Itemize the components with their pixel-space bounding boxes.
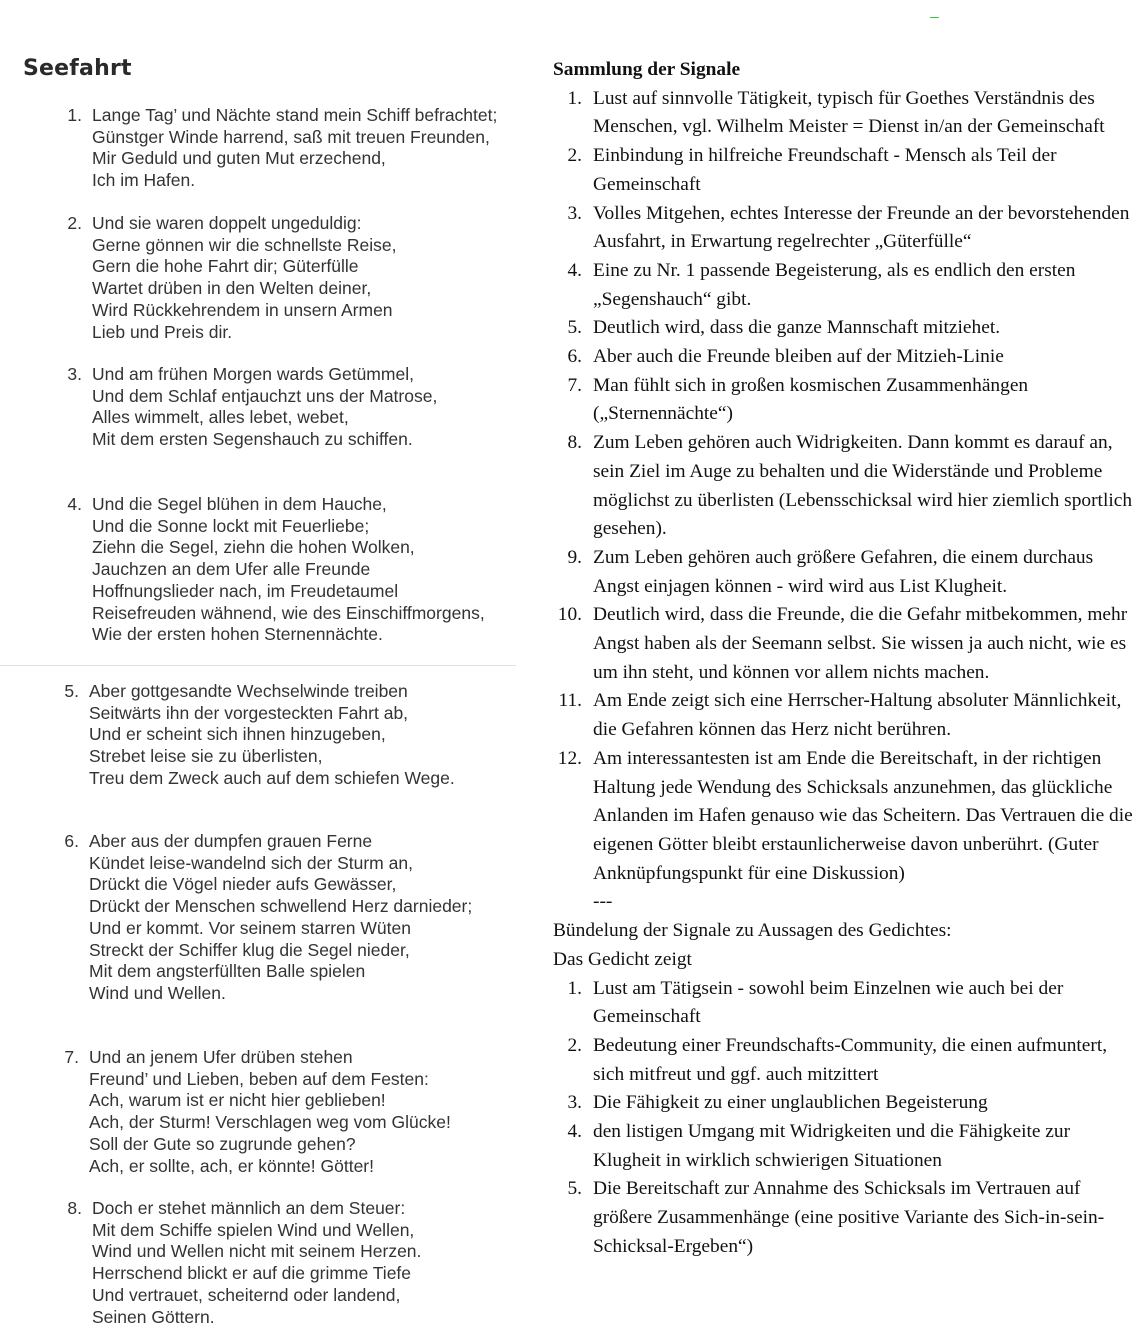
signal-item-text: Am interessantesten ist am Ende die Bereitschaft, in der richtigen Haltung jede Wendung des Schicksals anzunehmen, das glückliche Anlanden im Hafen genauso wie das Scheitern. Das Vertrauen die die eigenen Götter bleibt erstaunlicherweise davon unberührt. (Guter Anknüpfungspunkt für eine Diskussion) [593, 747, 1133, 884]
signal-item [553, 687, 1139, 744]
verse-line: Streckt der Schiffer klug die Segel nieder, [89, 939, 410, 960]
poem-title: Seefahrt [23, 56, 132, 81]
verse-line: Wird Rückkehrendem in unsern Armen [92, 299, 393, 320]
verse-line: Ach, er sollte, ach, er könnte! Götter! [89, 1155, 374, 1176]
separator: --- [593, 891, 613, 913]
verse-line: Ich im Hafen. [92, 170, 196, 191]
verse-line: Treu dem Zweck auch auf dem schiefen Wege. [89, 767, 455, 788]
signal-item [553, 200, 1139, 257]
signal-item-text: Einbindung in hilfreiche Freundschaft - Mensch als Teil der Gemeinschaft [593, 145, 1057, 195]
signal-item [553, 544, 1139, 601]
intro-text: Das Gedicht zeigt [553, 948, 692, 970]
signal-item-number: 3. [567, 202, 582, 224]
statement-item [553, 1118, 1139, 1175]
signal-item-text: Man fühlt sich in großen kosmischen Zusammenhängen („Sternennächte“) [593, 374, 1029, 425]
verse-line: Seitwärts ihn der vorgesteckten Fahrt ab, [89, 702, 409, 723]
verse-line: Gerne gönnen wir die schnellste Reise, [92, 234, 397, 255]
stanza-lines [92, 364, 437, 451]
stanza-lines [92, 105, 497, 192]
signal-item [553, 257, 1139, 314]
verse-line: Mit dem ersten Segenshauch zu schiffen. [92, 429, 413, 450]
verse-line: Wind und Wellen nicht mit seinem Herzen. [92, 1241, 422, 1262]
verse-line: Ziehn die Segel, ziehn die hohen Wolken, [92, 537, 415, 558]
signal-item-text: Zum Leben gehören auch Widrigkeiten. Dann kommt es darauf an, sein Ziel im Auge zu behalten und die Widerstände und Probleme möglichst zu überlisten (Lebensschicksal wird hier ziemlich sportlich gesehen). [593, 432, 1133, 540]
signal-item-number: 9. [567, 546, 582, 568]
verse-line: Und vertrauet, scheiternd oder landend, [92, 1284, 401, 1305]
verse-line: Drückt die Vögel nieder aufs Gewässer, [89, 874, 397, 895]
signal-item-number: 2. [567, 145, 582, 167]
verse-line: Mit dem Schiffe spielen Wind und Wellen, [92, 1219, 415, 1240]
signal-item-text: Lust auf sinnvolle Tätigkeit, typisch für Goethes Verständnis des Menschen, vgl. Wilhelm Meister = Dienst in/an der Gemeinschaft [593, 87, 1105, 138]
stanza-number: 1. [67, 105, 82, 125]
signal-item-number: 10. [557, 604, 582, 626]
signal-item-number: 8. [567, 432, 582, 454]
statement-item-text: Die Bereitschaft zur Annahme des Schicksals im Vertrauen auf größere Zusammenhänge (eine positive Variante des Sich-in-sein-Schicksal-Ergeben“) [593, 1178, 1105, 1257]
verse-line: Alles wimmelt, alles lebet, webet, [92, 407, 349, 428]
statement-item [553, 1032, 1139, 1089]
stanza-number: 7. [64, 1047, 79, 1067]
signal-item-text: Eine zu Nr. 1 passende Begeisterung, als es endlich den ersten „Segenshauch“ gibt. [593, 259, 1076, 310]
stanza-lines [92, 213, 396, 343]
verse-line: Und die Sonne lockt mit Feuerliebe; [92, 515, 370, 536]
signal-item [553, 85, 1139, 142]
statement-item-number: 1. [567, 977, 582, 999]
poem-panel [0, 0, 540, 1343]
signal-item-number: 6. [567, 346, 582, 368]
verse-line: Hoffnungslieder nach, im Freudetaumel [92, 580, 399, 601]
verse-line: Lieb und Preis dir. [92, 321, 233, 342]
verse-line: Strebet leise sie zu überlisten, [89, 746, 323, 767]
verse-line: Lange Tag’ und Nächte stand mein Schiff befrachtet; [92, 105, 498, 125]
statement-item-text: Bedeutung einer Freundschafts-Community, die einen aufmuntert, sich mitfreut und ggf. auch mitzittert [593, 1034, 1108, 1085]
stanza-lines [89, 831, 472, 1005]
statement-item [553, 1175, 1139, 1261]
statement-item-number: 5. [567, 1178, 582, 1200]
verse-line: Kündet leise-wandelnd sich der Sturm an, [89, 852, 413, 873]
signal-item-number: 11. [558, 690, 582, 712]
verse-line: Wie der ersten hohen Sternennächte. [92, 624, 383, 645]
stanza-lines [92, 494, 485, 646]
stanza-number: 3. [67, 364, 82, 384]
signal-item [553, 601, 1139, 687]
statements-list [553, 975, 1139, 1262]
statement-item-text: Die Fähigkeit zu einer unglaublichen Begeisterung [593, 1092, 988, 1114]
verse-line: Und dem Schlaf entjauchzt uns der Matrose, [92, 385, 438, 406]
stanza-lines [92, 1198, 421, 1328]
verse-line: Mit dem angsterfüllten Balle spielen [89, 961, 366, 982]
signal-item-text: Am Ende zeigt sich eine Herrscher-Haltung absoluter Männlichkeit, die Gefahren können das Herz nicht berühren. [593, 690, 1122, 741]
statement-item-text: Lust am Tätigsein - sowohl beim Einzelnen wie auch bei der Gemeinschaft [593, 977, 1064, 1028]
signal-item-text: Deutlich wird, dass die Freunde, die die Gefahr mitbekommen, mehr Angst haben als der Seemann selbst. Sie wissen ja auch nicht, wie es um ihn steht, und können vor allem nichts machen. [593, 604, 1128, 683]
verse-line: Und am frühen Morgen wards Getümmel, [92, 364, 414, 384]
verse-line: Doch er stehet männlich an dem Steuer: [92, 1198, 406, 1218]
statement-item-number: 3. [567, 1092, 582, 1114]
stanza-lines [89, 1047, 451, 1177]
statement-item [553, 975, 1139, 1032]
notes-panel [553, 56, 1139, 1262]
stanza-number: 5. [64, 681, 79, 701]
signal-item-number: 7. [567, 374, 582, 396]
signals-heading: Sammlung der Signale [553, 59, 741, 80]
verse-line: Jauchzen an dem Ufer alle Freunde [92, 559, 371, 580]
verse-line: Ach, der Sturm! Verschlagen weg vom Glücke! [89, 1112, 451, 1133]
stanza-lines [89, 681, 455, 790]
verse-line: Und sie waren doppelt ungeduldig: [92, 213, 362, 233]
verse-line: Aber aus der dumpfen grauen Ferne [89, 831, 373, 851]
verse-line: Günstger Winde harrend, saß mit treuen Freunden, [92, 126, 490, 147]
signal-item-number: 12. [557, 747, 582, 769]
signal-item-number: 5. [567, 317, 582, 339]
verse-line: Und er scheint sich ihnen hinzugeben, [89, 724, 386, 745]
signal-item-text: Aber auch die Freunde bleiben auf der Mitzieh-Linie [593, 346, 1004, 368]
verse-line: Reisefreuden wähnend, wie des Einschiffmorgens, [92, 602, 485, 623]
stanza-number: 6. [64, 831, 79, 851]
signals-list [553, 85, 1139, 889]
verse-line: Mir Geduld und guten Mut erzechend, [92, 148, 386, 169]
stanza-number: 2. [67, 213, 82, 233]
signal-item [553, 429, 1139, 544]
verse-line: Aber gottgesandte Wechselwinde treiben [89, 681, 408, 701]
signal-item-text: Zum Leben gehören auch größere Gefahren, die einem durchaus Angst einjagen können - wird wird aus List Klugheit. [593, 546, 1094, 597]
verse-line: Und die Segel blühen in dem Hauche, [92, 494, 387, 514]
statement-item-number: 4. [567, 1121, 582, 1143]
verse-line: Und er kommt. Vor seinem starren Wüten [89, 917, 411, 938]
green-mark [930, 17, 939, 18]
stanza-number: 8. [67, 1198, 82, 1218]
stanza-number: 4. [67, 494, 82, 514]
verse-line: Und an jenem Ufer drüben stehen [89, 1047, 353, 1067]
verse-line: Wind und Wellen. [89, 982, 226, 1003]
verse-line: Soll der Gute so zugrunde gehen? [89, 1133, 356, 1154]
signal-item [553, 745, 1139, 889]
verse-line: Herrschend blickt er auf die grimme Tiefe [92, 1263, 412, 1284]
signal-item [553, 343, 1139, 372]
signal-item-text: Volles Mitgehen, echtes Interesse der Freunde an der bevorstehenden Ausfahrt, in Erwartung regelrechter „Güterfülle“ [593, 202, 1130, 253]
statement-item-number: 2. [567, 1034, 582, 1056]
signal-item [553, 142, 1139, 199]
bundling-heading: Bündelung der Signale zu Aussagen des Gedichtes: [553, 920, 952, 942]
verse-line: Freund’ und Lieben, beben auf dem Festen: [89, 1068, 429, 1089]
signal-item [553, 372, 1139, 429]
signal-item-number: 4. [567, 259, 582, 281]
statement-item [553, 1089, 1139, 1118]
verse-line: Drückt der Menschen schwellend Herz darnieder; [89, 896, 473, 917]
verse-line: Seinen Göttern. [92, 1306, 215, 1327]
signal-item-text: Deutlich wird, dass die ganze Mannschaft mitziehet. [593, 317, 1001, 339]
verse-line: Wartet drüben in den Welten deiner, [92, 278, 372, 299]
verse-line: Gern die hohe Fahrt dir; Güterfülle [92, 256, 359, 277]
divider [0, 665, 516, 666]
verse-line: Ach, warum ist er nicht hier geblieben! [89, 1090, 386, 1111]
signal-item-number: 1. [567, 87, 582, 109]
statement-item-text: den listigen Umgang mit Widrigkeiten und die Fähigkeite zur Klugheit in wirklich schwierigen Situationen [593, 1121, 1071, 1171]
signal-item [553, 314, 1139, 343]
